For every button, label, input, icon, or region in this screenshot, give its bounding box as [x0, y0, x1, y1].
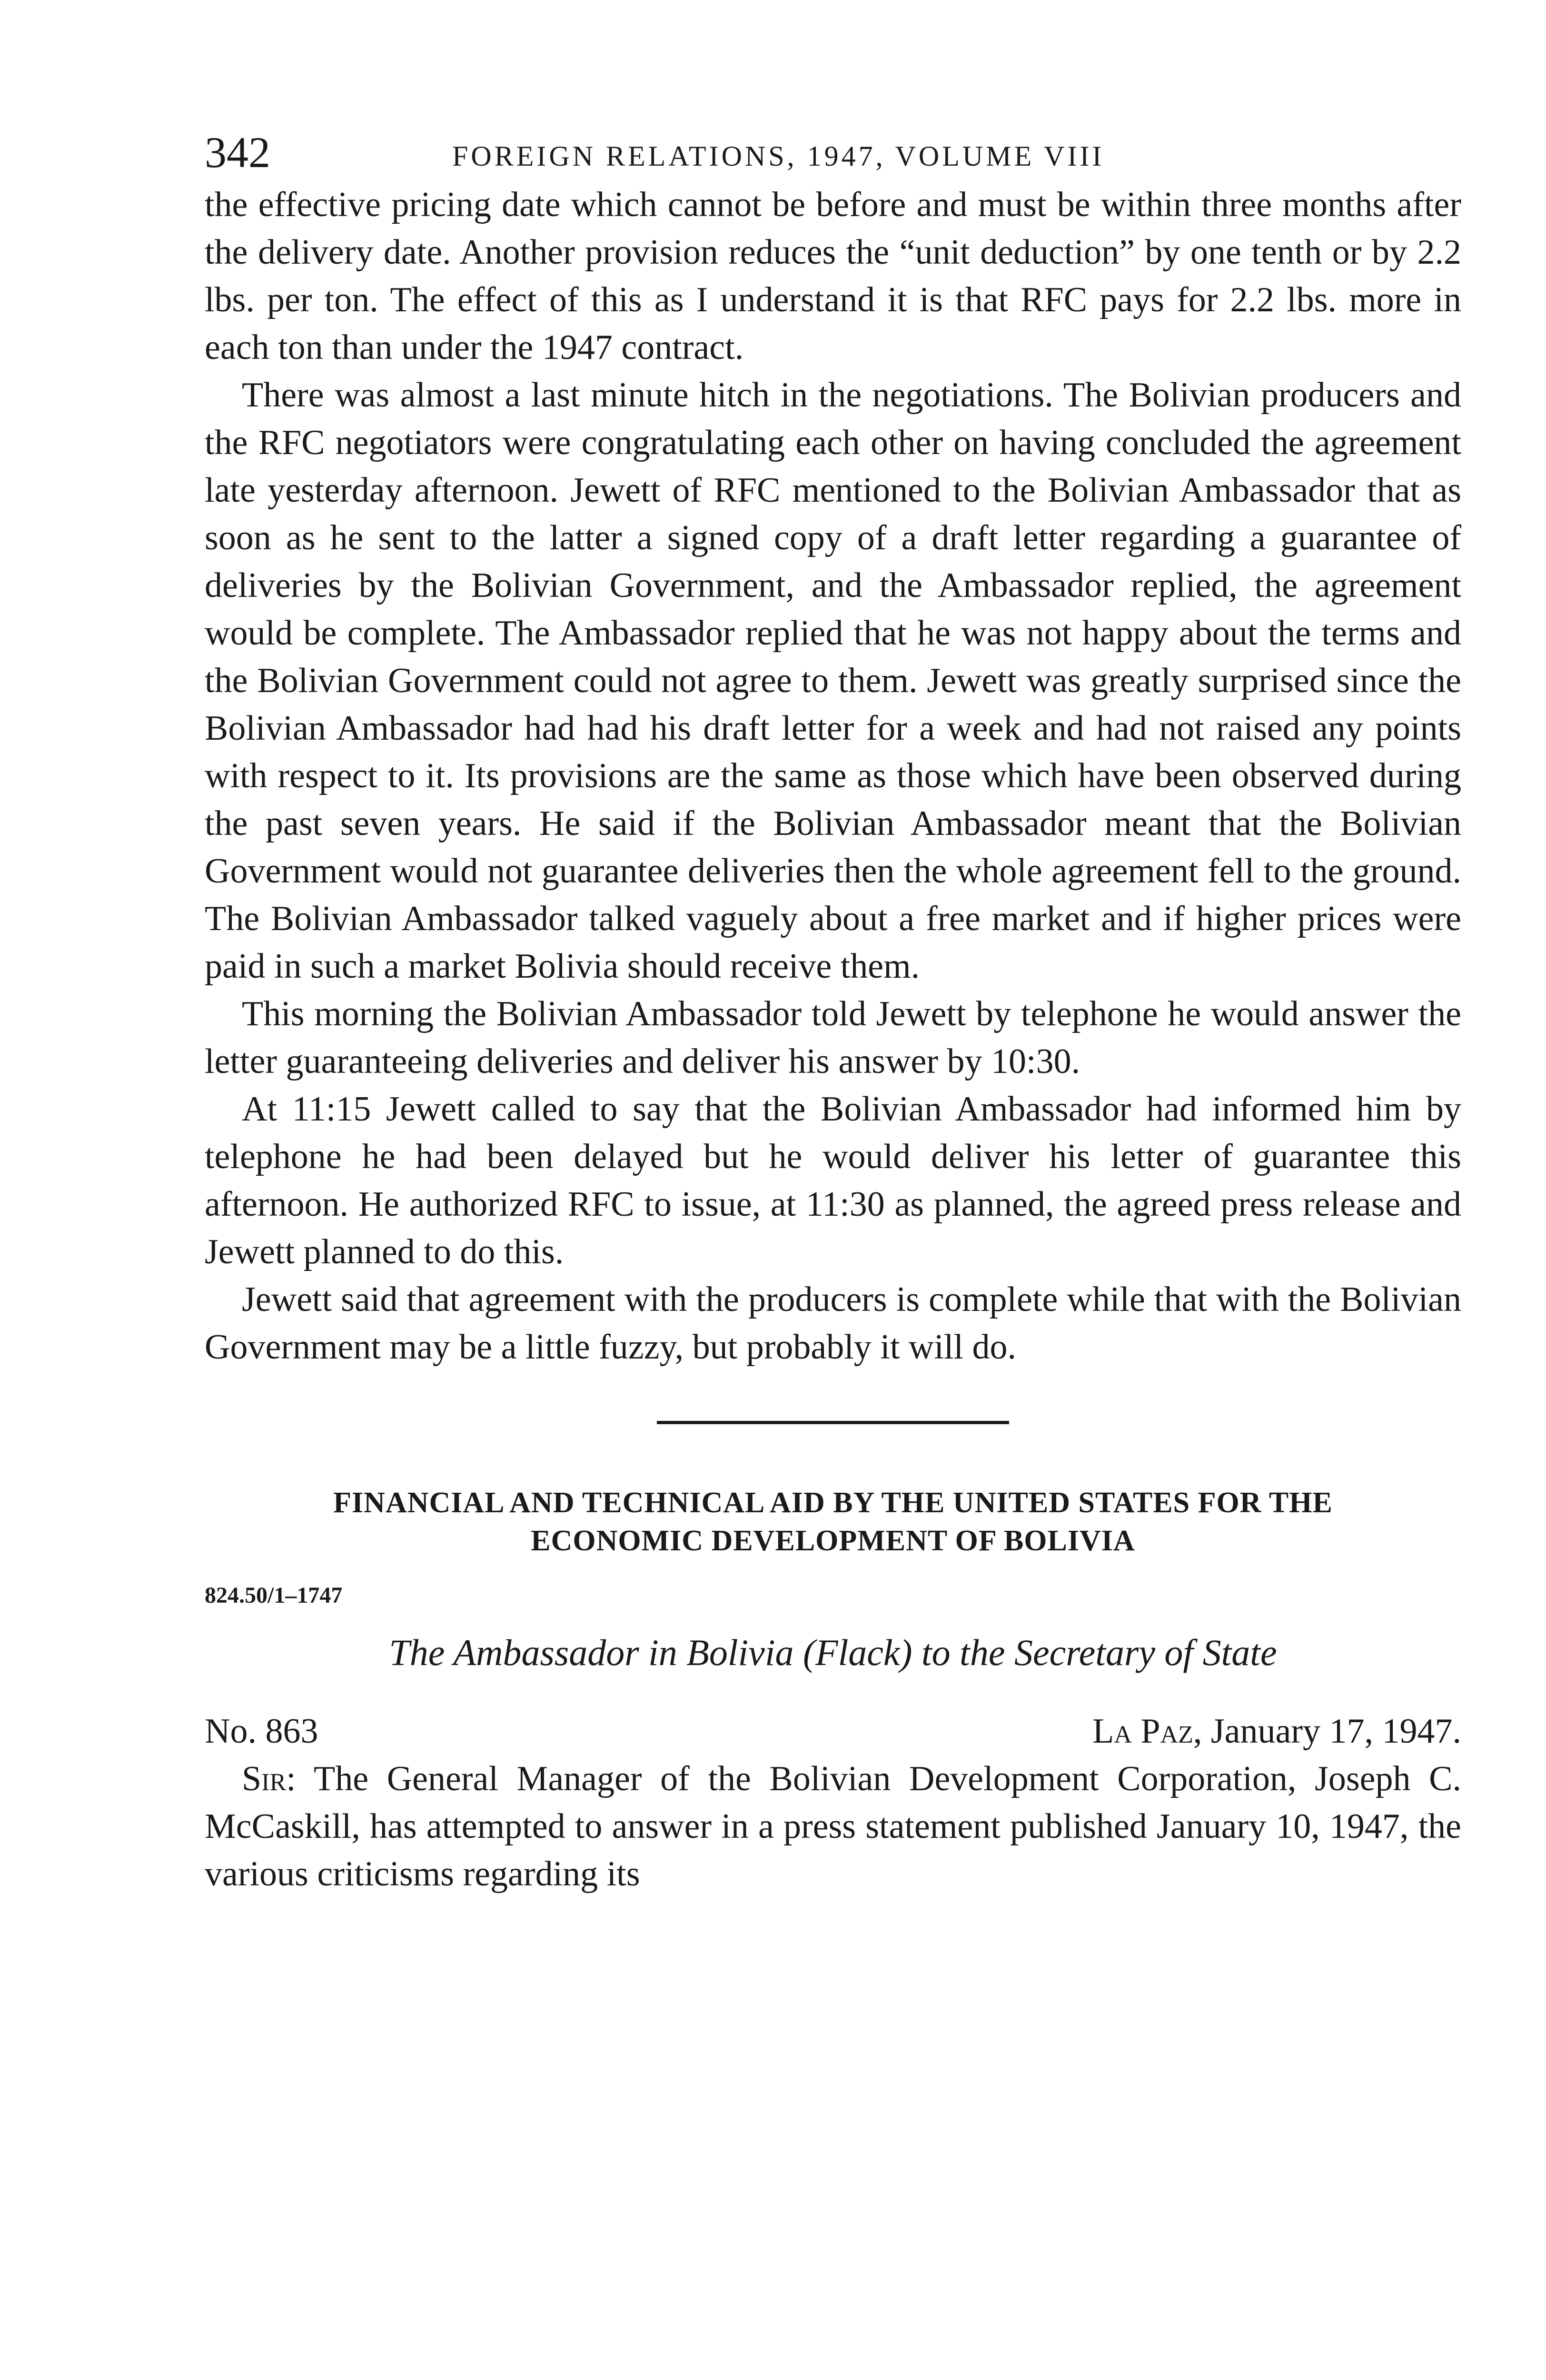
paragraph-morning: This morning the Bolivian Ambassador told Jewett by telephone he would answer the letter guaranteeing deliveries and deliver his answer by 10:30.: [205, 994, 1461, 1081]
letter-opening-text: : The General Manager of the Bolivian Development Corporation, Joseph C. McCaskill, has attempted to answer in a press statement published January 10, 1947, the various criticisms regarding its: [205, 1759, 1461, 1894]
date: , January 17, 1947.: [1193, 1712, 1461, 1751]
section-title-line-2: ECONOMIC DEVELOPMENT OF BOLIVIA: [531, 1525, 1135, 1557]
letter-opening: [205, 1755, 1461, 1898]
document-number: No. 863: [205, 1712, 318, 1751]
document-title: The Ambassador in Bolivia (Flack) to the Secretary of State: [389, 1632, 1277, 1673]
file-number: 824.50/1–1747: [205, 1583, 343, 1608]
letter-body: [205, 1755, 1461, 1898]
page-number: 342: [205, 128, 270, 177]
salutation: Sir: [242, 1759, 287, 1798]
section-title-line-1: FINANCIAL AND TECHNICAL AID BY THE UNITED STATES FOR THE: [333, 1487, 1333, 1519]
paragraph-conclusion: Jewett said that agreement with the producers is complete while that with the Bolivian Government may be a little fuzzy, but probably it will do.: [205, 1280, 1461, 1367]
document-page: [205, 129, 1461, 1898]
section-divider: [657, 1421, 1009, 1424]
place: La Paz: [1092, 1712, 1193, 1751]
place-date: [1092, 1707, 1461, 1755]
paragraph-jewett-call: At 11:15 Jewett called to say that the Bolivian Ambassador had informed him by telephone he had been delayed but he would deliver his letter of guarantee this afternoon. He authorized RFC to issue, at 11:30 as planned, the agreed press release and Jewett planned to do this.: [205, 1090, 1461, 1271]
body-text: [205, 181, 1461, 1371]
section-title: [205, 1484, 1461, 1560]
running-head: [205, 129, 1461, 181]
paragraph-hitch: There was almost a last minute hitch in the negotiations. The Bolivian producers and the RFC negotiators were congratulating each other on having concluded the agreement late yesterday afternoon. Jewett of RFC mentioned to the Bolivian Ambassador that as soon as he sent to the latter a signed copy of a draft letter regarding a guarantee of deliveries by the Bolivian Government, and the Ambassador replied, the agreement would be complete. The Ambassador replied that he was not happy about the terms and the Bolivian Government could not agree to them. Jewett was greatly surprised since the Bolivian Ambassador had had his draft letter for a week and had not raised any points with respect to it. Its provisions are the same as those which have been observed during the past seven years. He said if the Bolivian Ambassador meant that the Bolivian Government would not guarantee deliveries then the whole agreement fell to the ground. The Bolivian Ambassador talked vaguely about a free market and if higher prices were paid in such a market Bolivia should receive them.: [205, 376, 1461, 986]
paragraph-continued: the effective pricing date which cannot be before and must be within three months after the delivery date. Another provision reduces the “unit deduction” by one tenth or by 2.2 lbs. per ton. The effect of this as I understand it is that RFC pays for 2.2 lbs. more in each ton than under the 1947 contract.: [205, 185, 1461, 367]
dateline: [205, 1707, 1461, 1755]
running-head-title: FOREIGN RELATIONS, 1947, VOLUME VIII: [452, 140, 1105, 172]
